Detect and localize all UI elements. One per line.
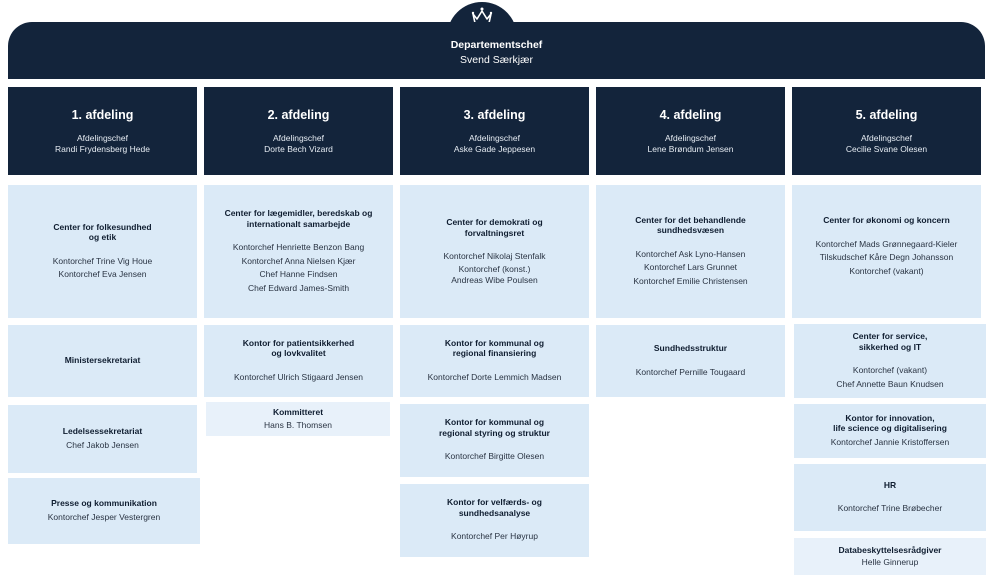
department-name: 1. afdeling	[71, 108, 134, 122]
unit-kommunal-finansiering	[400, 325, 589, 397]
department-1-header	[8, 87, 197, 175]
unit-person: Kontorchef Birgitte Olesen	[444, 451, 545, 462]
unit-person: Kontorchef Dorte Lemmich Madsen	[427, 371, 562, 382]
unit-laegemidler-beredskab	[204, 185, 393, 318]
unit-title: Kontor for velfærds- og	[447, 497, 542, 508]
unit-person: Kontorchef (vakant)	[849, 265, 924, 276]
unit-kommunal-styring	[400, 404, 589, 477]
unit-title: Databeskyttelsesrådgiver	[838, 544, 942, 555]
unit-person: Kontorchef Anna Nielsen Kjær	[241, 255, 356, 266]
department-2-header	[204, 87, 393, 175]
unit-person: Kontorchef Henriette Benzon Bang	[232, 242, 365, 252]
department-name: 3. afdeling	[463, 108, 526, 122]
unit-person: Kontorchef Trine Brøbecher	[837, 503, 943, 513]
unit-person: Kontorchef Pernille Tougaard	[635, 366, 746, 377]
department-role: Afdelingschef	[664, 133, 717, 143]
unit-person: Kontorchef Per Høyrup	[451, 531, 538, 542]
unit-ministersekretariat	[8, 325, 197, 397]
unit-service-sikkerhed-it	[794, 324, 986, 398]
unit-title: Presse og kommunikation	[51, 498, 157, 508]
unit-sundhedsstruktur	[596, 325, 785, 397]
unit-oekonomi-koncern	[792, 185, 981, 318]
unit-title: sundhedsvæsen	[656, 225, 725, 236]
unit-title: Center for lægemidler, beredskab og	[224, 208, 373, 218]
unit-title: Ministersekretariat	[64, 354, 141, 365]
department-name: 5. afdeling	[855, 108, 918, 122]
department-role: Afdelingschef	[468, 133, 521, 143]
unit-ledelsessekretariat	[8, 405, 197, 473]
unit-kommitteret	[206, 402, 390, 436]
unit-person: Kontorchef (konst.)	[458, 263, 531, 274]
unit-person: Kontorchef Lars Grunnet	[643, 262, 738, 273]
unit-person: Helle Ginnerup	[861, 557, 919, 568]
unit-title: sikkerhed og IT	[858, 341, 922, 352]
department-head: Lene Brøndum Jensen	[647, 144, 734, 154]
unit-title: regional finansiering	[452, 348, 537, 359]
department-role: Afdelingschef	[272, 133, 325, 143]
unit-person: Kontorchef (vakant)	[852, 365, 928, 375]
unit-title: Kontor for kommunal og	[444, 417, 545, 428]
unit-person: Chef Jakob Jensen	[66, 439, 139, 450]
department-head-header	[8, 22, 985, 79]
unit-velfaerd-sundhedsanalyse	[400, 484, 589, 557]
header-name: Svend Særkjær	[460, 54, 533, 66]
department-head: Cecilie Svane Olesen	[845, 144, 928, 154]
unit-title: life science og digitalisering	[833, 423, 947, 434]
unit-person: Kontorchef Ulrich Stigaard Jensen	[234, 371, 363, 382]
unit-person: Hans B. Thomsen	[264, 419, 332, 430]
unit-person: Andreas Wibe Poulsen	[451, 274, 538, 285]
department-5-header	[792, 87, 981, 175]
unit-person: Chef Hanne Findsen	[259, 269, 338, 279]
unit-innovation-digitalisering	[794, 404, 986, 458]
unit-person: Chef Annette Baun Knudsen	[836, 378, 944, 389]
unit-person: Kontorchef Trine Vig Houe	[52, 255, 153, 266]
unit-title: internationalt samarbejde	[246, 218, 351, 229]
unit-behandlende-sundhedsvaesen	[596, 185, 785, 318]
unit-title: Center for det behandlende	[635, 214, 746, 225]
department-head: Aske Gade Jeppesen	[453, 144, 536, 154]
unit-person: Kontorchef Jannie Kristoffersen	[830, 436, 950, 447]
unit-title: HR	[883, 479, 897, 490]
unit-hr	[794, 464, 986, 531]
unit-person: Kontorchef Ask Lyno-Hansen	[635, 248, 746, 259]
department-3-header	[400, 87, 589, 175]
unit-title: Center for økonomi og koncern	[823, 215, 950, 225]
department-name: 2. afdeling	[267, 108, 330, 122]
unit-title: Ledelsessekretariat	[62, 426, 143, 436]
unit-title: Kontor for kommunal og	[444, 337, 545, 348]
unit-title: og etik	[88, 232, 117, 242]
unit-person: Kontorchef Mads Grønnegaard-Kieler	[815, 238, 958, 249]
unit-title: Center for folkesundhed	[53, 221, 152, 232]
unit-person: Kontorchef Nikolaj Stenfalk	[443, 251, 546, 262]
unit-patientsikkerhed	[204, 325, 393, 397]
unit-title: Kontor for innovation,	[845, 412, 935, 423]
unit-person: Kontorchef Jesper Vestergren	[47, 511, 161, 522]
unit-person: Tilskudschef Kåre Degn Johansson	[819, 252, 954, 262]
department-head: Randi Frydensberg Hede	[55, 144, 150, 154]
unit-title: Sundhedsstruktur	[653, 343, 728, 353]
department-4-header	[596, 87, 785, 175]
unit-demokrati-forvaltningsret	[400, 185, 589, 318]
department-role: Afdelingschef	[860, 133, 913, 143]
unit-person: Chef Edward James-Smith	[247, 282, 350, 293]
unit-title: sundhedsanalyse	[458, 507, 531, 518]
unit-title: Kontor for patientsikkerhed	[242, 337, 355, 348]
unit-folkesundhed-etik	[8, 185, 197, 318]
unit-title: Center for demokrati og	[446, 217, 543, 228]
header-title: Departementschef	[450, 39, 543, 51]
unit-databeskyttelsesraadgiver	[794, 538, 986, 575]
unit-person: Kontorchef Eva Jensen	[58, 269, 147, 279]
unit-title: forvaltningsret	[464, 227, 525, 238]
unit-presse-kommunikation	[8, 478, 200, 544]
department-role: Afdelingschef	[76, 133, 129, 143]
unit-title: regional styring og struktur	[439, 427, 550, 438]
unit-title: og lovkvalitet	[271, 348, 326, 359]
unit-title: Kommitteret	[272, 407, 324, 418]
department-head: Dorte Bech Vizard	[264, 144, 333, 154]
unit-person: Kontorchef Emilie Christensen	[633, 275, 748, 286]
department-name: 4. afdeling	[659, 108, 722, 122]
unit-title: Center for service,	[852, 331, 928, 341]
